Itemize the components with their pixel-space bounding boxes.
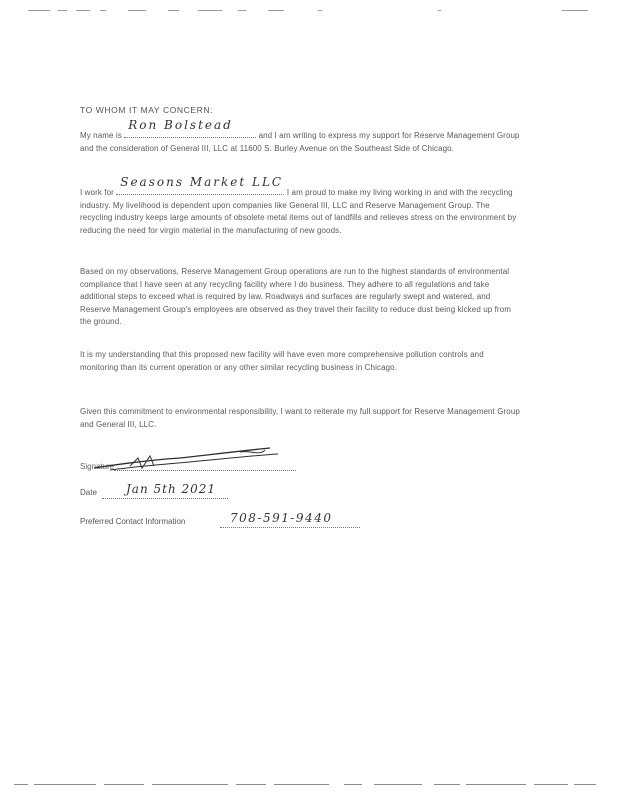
handwritten-contact: 708-591-9440 (230, 511, 333, 525)
employer-field (116, 175, 284, 195)
signature-label: Signature (80, 462, 115, 471)
employment-body: . I am proud to make my living working in and with the recycling industry. My livelihood is dependent upon companies like General III, LLC and Reserve Management Group. The recycling industry keeps large amounts of obsolete metal items out of landfills and relieves stress on the environment by reducing the need for virgin material in the manufacturing of new goods. (80, 188, 517, 235)
letter-greeting: TO WHOM IT MAY CONCERN: (80, 105, 214, 115)
scan-header-noise (28, 9, 588, 13)
employment-lead: I work for (80, 188, 114, 197)
contact-label: Preferred Contact Information (80, 517, 186, 526)
date-line (102, 498, 228, 499)
contact-row (80, 511, 333, 526)
name-field (124, 118, 256, 138)
paragraph-understanding: It is my understanding that this proposed new facility will have even more comprehensive pollution controls and monitoring than its current operation or any other similar recycling business in Chicago. (80, 350, 484, 372)
date-label: Date (80, 488, 97, 497)
contact-line (220, 527, 360, 528)
intro-lead: My name is (80, 131, 122, 140)
paragraph-employment (80, 175, 520, 237)
signature-scribble (90, 446, 290, 474)
date-row (80, 482, 217, 497)
intro-body: and I am writing to express my support for Reserve Management Group and the consideration of General III, LLC at 11600 S. Burley Avenue on the Southeast Side of Chicago. (80, 131, 520, 153)
paragraph-closing: Given this commitment to environmental responsibility, I want to reiterate my full support for Reserve Management Group and General III, LLC. (80, 407, 520, 429)
handwritten-date: Jan 5th 2021 (126, 482, 217, 496)
paragraph-introduction (80, 118, 520, 155)
scan-footer-noise (14, 782, 604, 787)
paragraph-observations: Based on my observations, Reserve Management Group operations are run to the highest standards of environmental compliance that I have seen at any recycling facility where I do business. They adhere to all regulations and take additional steps to exceed what is required by law. Roadways and surfaces are regularly swept and watered, and Reserve Management Group's employees are observed as they travel their facility to reduce dust being kicked up from the ground. (80, 267, 512, 327)
signature-block (80, 448, 320, 478)
handwritten-employer: Seasons Market LLC (120, 175, 284, 189)
handwritten-name: Ron Bolstead (128, 118, 233, 132)
